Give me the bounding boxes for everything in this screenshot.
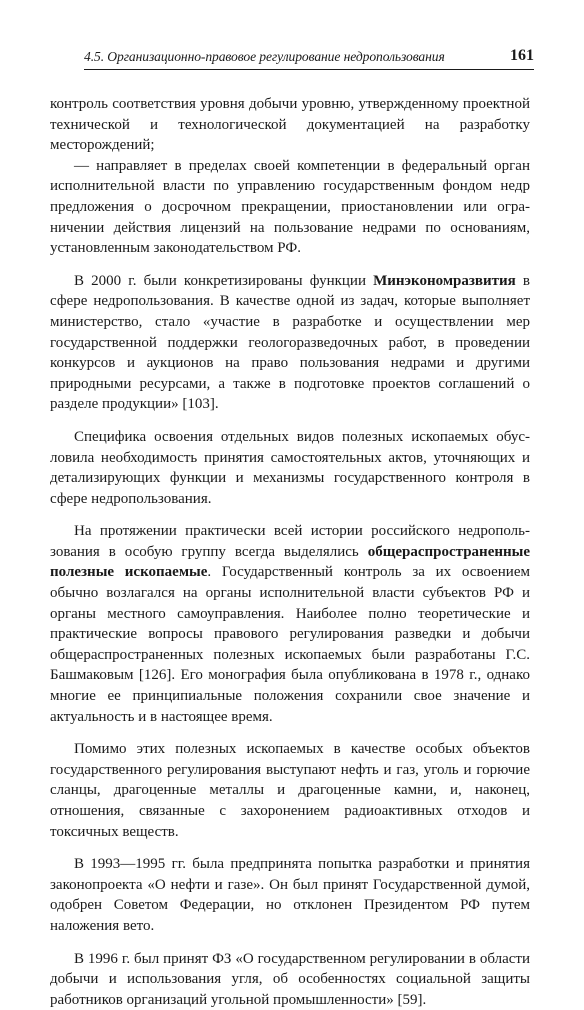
- minerals-term: общераспространенные полезные ископаемые: [50, 543, 530, 581]
- paragraph-2: [50, 271, 530, 415]
- paragraph-4: [50, 521, 530, 727]
- ministry-term: Минэкономразвития: [373, 272, 516, 289]
- paragraph-1b: [50, 156, 530, 259]
- running-header: [84, 48, 534, 68]
- paragraph-5-text: Помимо этих полезных ископаемых в качестве особых объектов государственного регулирования выступают нефть и газ, уголь и горючие сланцы, драгоценные металлы и драгоценные камни, и, наконец, отношения, связанные с захоронением радиоактивных отходов и токсичных веществ.: [50, 741, 530, 840]
- paragraph-5: [50, 739, 530, 842]
- header-rule: [84, 69, 534, 70]
- paragraph-1-text: контроль соответствия уровня добычи уровню, утвержденному проектной технической и технологической документацией на разработку месторождений;: [50, 96, 530, 154]
- paragraph-3-text: Специфика освоения отдельных видов полезных ископаемых обусловила необходимость принятия самостоятельных актов, уточняющих и детализирующих функции и механизмы государственного контроля в сфере недропользования.: [50, 428, 530, 507]
- paragraph-4-text-b: . Государственный контроль за их освоением обычно возлагался на органы исполнительной власти субъектов РФ и органы местного самоуправления. Наиболее полно теоретические и практические вопросы правового регулирования разведки и добычи общераспространенных полезных ископаемых были разработаны Г.С. Башмаковым [126]. Его монография была опубликована в 1978 г., однако многие ее принципиальные положения сохранили свое значение и актуальность и в настоящее время.: [50, 564, 530, 725]
- page-number: 161: [510, 47, 534, 64]
- paragraph-6-text: В 1993—1995 гг. была предпринята попытка разработки и принятия законопроекта «О нефти и газе». Он был принят Государственной думой, одобрен Советом Федерации, но отклонен Президентом РФ путем наложения вето.: [50, 856, 530, 934]
- paragraph-3: [50, 427, 530, 509]
- paragraph-2-text-a: В 2000 г. были конкретизированы функции: [74, 272, 374, 289]
- page-body: [50, 94, 530, 1010]
- paragraph-2-text-b: в сфере недропользования. В качестве одной из задач, которые выполняет министерство, стало «участие в разработке и осуществлении мер государственной поддержки геологоразведочных работ, в проведении конкурсов и аукционов на право пользования недрами и другими природными ресурсами, а также в подготовке проектов соглашений о разделе продукции» [103].: [50, 272, 530, 413]
- paragraph-1: [50, 94, 530, 156]
- running-title: 4.5. Организационно-правовое регулирование недропользования: [84, 49, 445, 64]
- paragraph-7-text: В 1996 г. был принят ФЗ «О государственном регулировании в области добычи и использования угля, об особенностях социальной защиты работников организаций угольной промышленности» [59].: [50, 950, 530, 1008]
- paragraph-7: [50, 949, 530, 1010]
- paragraph-4-text-a: На протяжении практически всей истории российского недропользования в особую группу всегда выделялись: [50, 523, 530, 560]
- paragraph-1b-text: — направляет в пределах своей компетенции в федеральный орган исполнительной власти по управлению государственным фондом недр предложения о досрочном прекращении, приостановлении или ограничении действия лицензий на пользование недрами по основаниям, установленным законодательством РФ.: [50, 157, 530, 257]
- paragraph-6: [50, 854, 530, 936]
